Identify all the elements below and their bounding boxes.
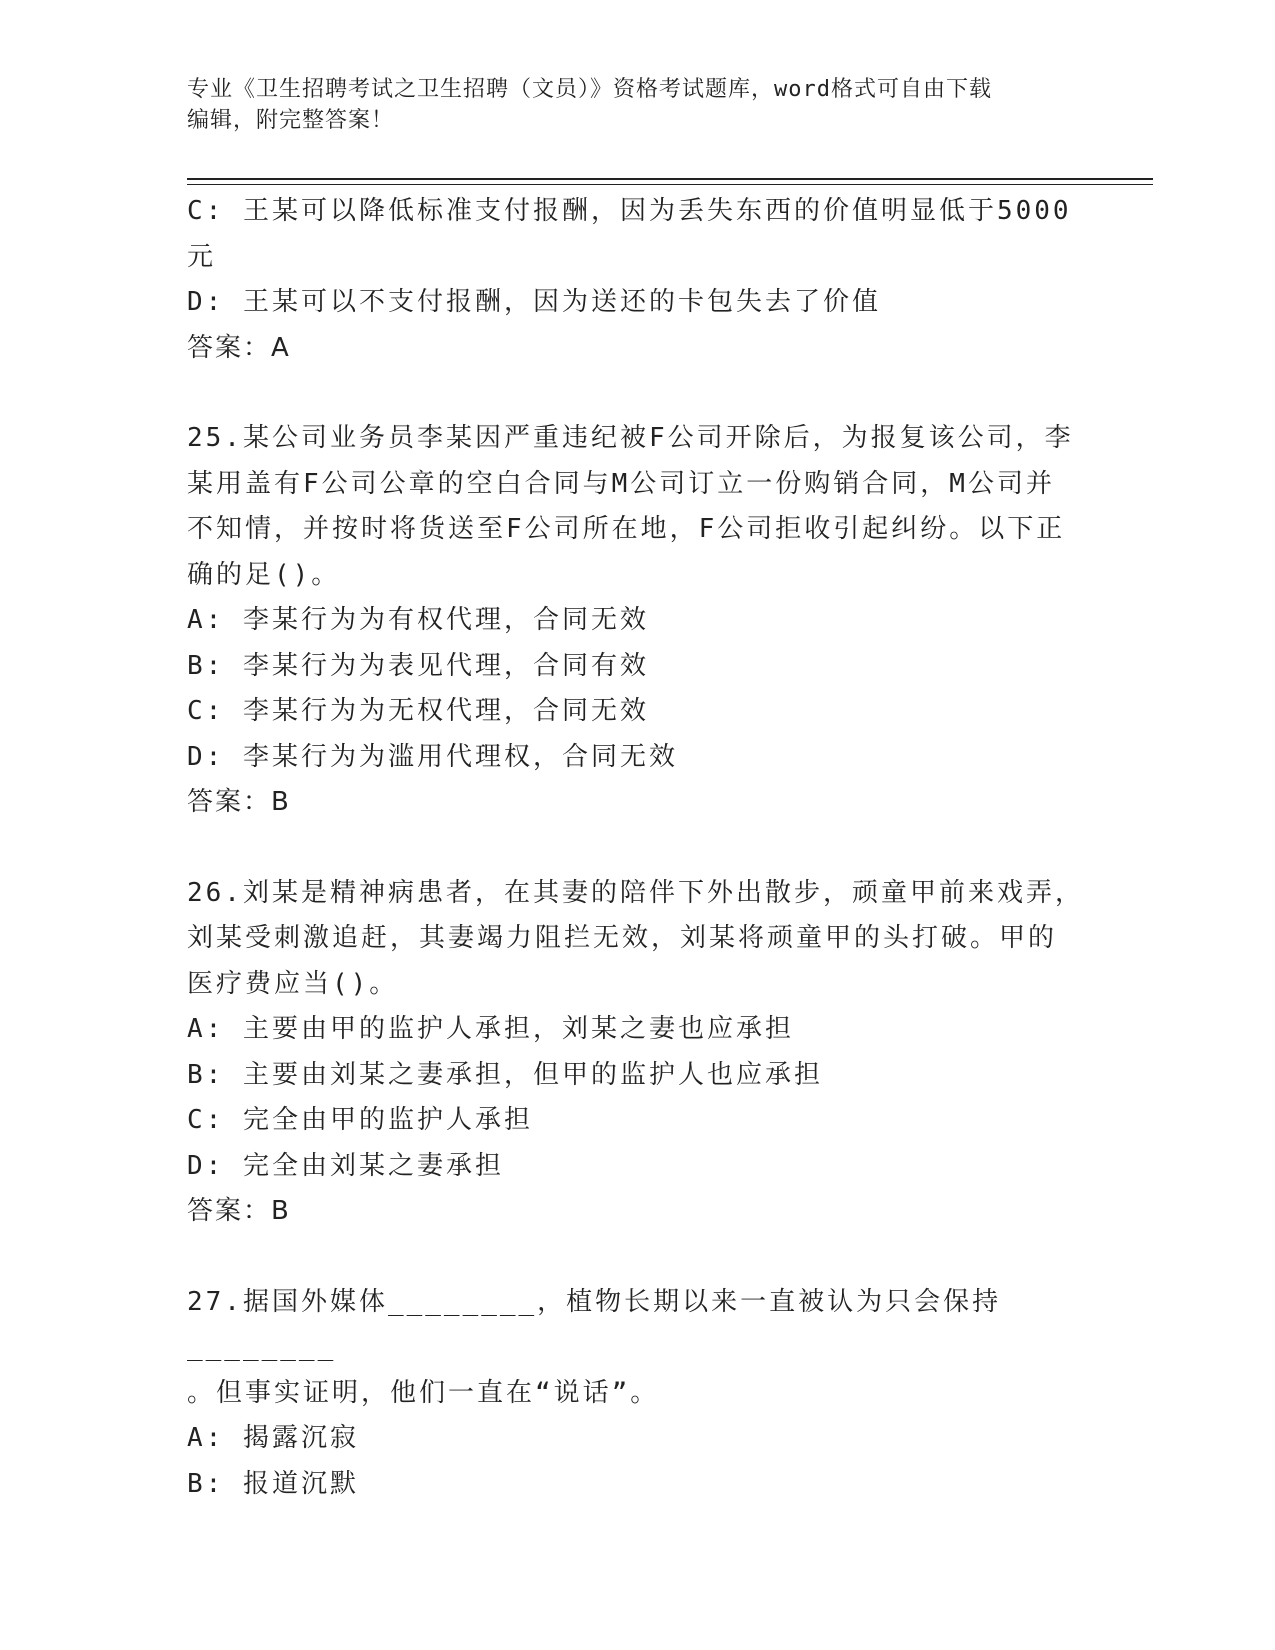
option-b: B: 主要由刘某之妻承担，但甲的监护人也应承担 — [187, 1059, 823, 1090]
question-list — [187, 189, 1087, 1507]
option-c: C: 李某行为为无权代理，合同无效 — [187, 696, 649, 726]
header-rule-thin — [187, 184, 1153, 185]
spacer — [187, 1235, 1087, 1280]
question-25 — [187, 416, 1087, 826]
option-d: D: 王某可以不支付报酬，因为送还的卡包失去了价值 — [187, 287, 881, 317]
question-stem-line: 不知情，并按时将货送至F公司所在地，F公司拒收引起纠纷。以下正 — [187, 514, 1066, 544]
question-stem-line: 确的足()。 — [187, 559, 341, 590]
option-c: C: 王某可以降低标准支付报酬，因为丢失东西的价值明显低于5000 — [187, 196, 1072, 226]
question-stem-line: 25.某公司业务员李某因严重违纪被F公司开除后，为报复该公司，李 — [187, 423, 1074, 453]
option-a: A: 李某行为为有权代理，合同无效 — [187, 605, 649, 635]
option-b: B: 李某行为为表见代理，合同有效 — [187, 650, 649, 681]
option-d: D: 李某行为为滥用代理权，合同无效 — [187, 741, 678, 772]
question-24-tail — [187, 189, 1087, 371]
option-c-continued: 元 — [187, 241, 217, 272]
header-rule-thick — [187, 178, 1153, 180]
question-stem-line: 26.刘某是精神病患者，在其妻的陪伴下外出散步，顽童甲前来戏弄， — [187, 877, 1084, 908]
question-stem-line: 刘某受刺激追赶，其妻竭力阻拦无效，刘某将顽童甲的头打破。甲的 — [187, 923, 1058, 953]
option-d: D: 完全由刘某之妻承担 — [187, 1150, 504, 1181]
question-stem-line: 某用盖有F公司公章的空白合同与M公司订立一份购销合同，M公司并 — [187, 468, 1055, 499]
answer-label: 答案：B — [187, 787, 291, 817]
document-header — [187, 74, 1067, 136]
spacer — [187, 826, 1087, 871]
option-b: B: 报道沉默 — [187, 1468, 359, 1499]
question-27 — [187, 1280, 1087, 1508]
answer-label: 答案：A — [187, 332, 291, 363]
spacer — [187, 371, 1087, 416]
option-a: A: 主要由甲的监护人承担，刘某之妻也应承担 — [187, 1014, 794, 1044]
question-stem-line: 27.据国外媒体________，植物长期以来一直被认为只会保持________ — [187, 1286, 1002, 1362]
answer-label: 答案：B — [187, 1196, 291, 1226]
question-stem-line: 医疗费应当()。 — [187, 968, 399, 999]
header-line-1: 专业《卫生招聘考试之卫生招聘（文员）》资格考试题库，word格式可自由下载 — [187, 77, 992, 102]
header-line-2: 编辑，附完整答案！ — [187, 108, 395, 133]
option-a: A: 揭露沉寂 — [187, 1423, 359, 1453]
question-stem-line: 。但事实证明，他们一直在“说话”。 — [187, 1377, 660, 1408]
option-c: C: 完全由甲的监护人承担 — [187, 1105, 533, 1135]
question-26 — [187, 871, 1087, 1235]
